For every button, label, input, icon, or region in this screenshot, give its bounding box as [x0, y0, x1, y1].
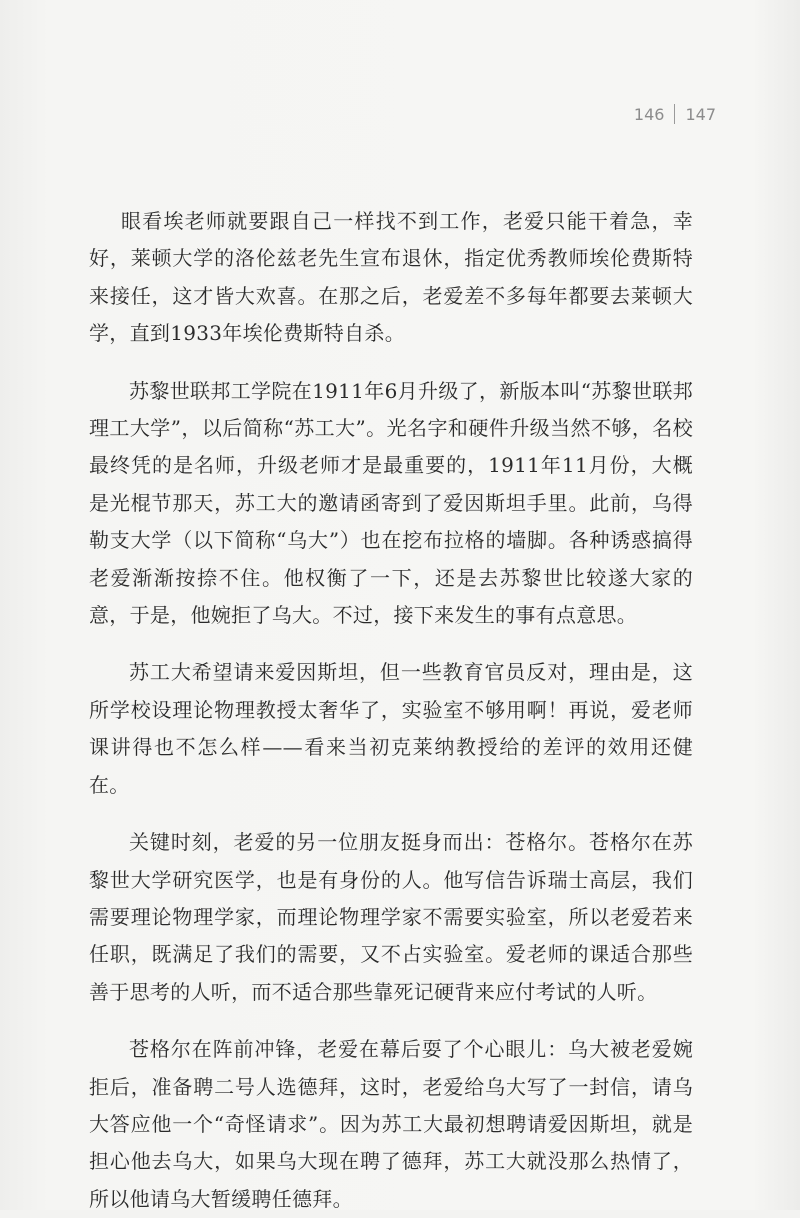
paragraph-5: 苍格尔在阵前冲锋，老爱在幕后耍了个心眼儿：乌大被老爱婉拒后，准备聘二号人选德拜，这时，老爱给乌大写了一封信，请乌大答应他一个“奇怪请求”。因为苏工大最初想聘请爱因斯坦，就是担心他去乌大，如果乌大现在聘了德拜，苏工大就没那么热情了，所以他请乌大暂缓聘任德拜。 [89, 1037, 693, 1211]
page-number-header [634, 104, 716, 124]
page-number-right: 147 [685, 104, 716, 124]
paragraph-4: 关键时刻，老爱的另一位朋友挺身而出：苍格尔。苍格尔在苏黎世大学研究医学，也是有身份的人。他写信告诉瑞士高层，我们需要理论物理学家，而理论物理学家不需要实验室，所以老爱若来任职，既满足了我们的需要，又不占实验室。爱老师的课适合那些善于思考的人听，而不适合那些靠死记硬背来应付考试的人听。 [89, 830, 693, 1004]
body-text [89, 203, 693, 1218]
page-number-divider [674, 104, 675, 124]
page-number-left: 146 [633, 104, 665, 124]
paragraph-3: 苏工大希望请来爱因斯坦，但一些教育官员反对，理由是，这所学校设理论物理教授太奢华了，实验室不够用啊！再说，爱老师课讲得也不怎么样——看来当初克莱纳教授给的差评的效用还健在。 [89, 660, 693, 797]
paragraph-1: 眼看埃老师就要跟自己一样找不到工作，老爱只能干着急，幸好，莱顿大学的洛伦兹老先生宣布退休，指定优秀教师埃伦费斯特来接任，这才皆大欢喜。在那之后，老爱差不多每年都要去莱顿大学，直到1933年埃伦费斯特自杀。 [89, 209, 693, 346]
paragraph-2: 苏黎世联邦工学院在1911年6月升级了，新版本叫“苏黎世联邦理工大学”，以后简称“苏工大”。光名字和硬件升级当然不够，名校最终凭的是名师，升级老师才是最重要的，1911年11月份，大概是光棍节那天，苏工大的邀请函寄到了爱因斯坦手里。此前，乌得勒支大学（以下简称“乌大”）也在挖布拉格的墙脚。各种诱惑搞得老爱渐渐按捺不住。他权衡了一下，还是去苏黎世比较遂大家的意，于是，他婉拒了乌大。不过，接下来发生的事有点意思。 [89, 378, 693, 628]
